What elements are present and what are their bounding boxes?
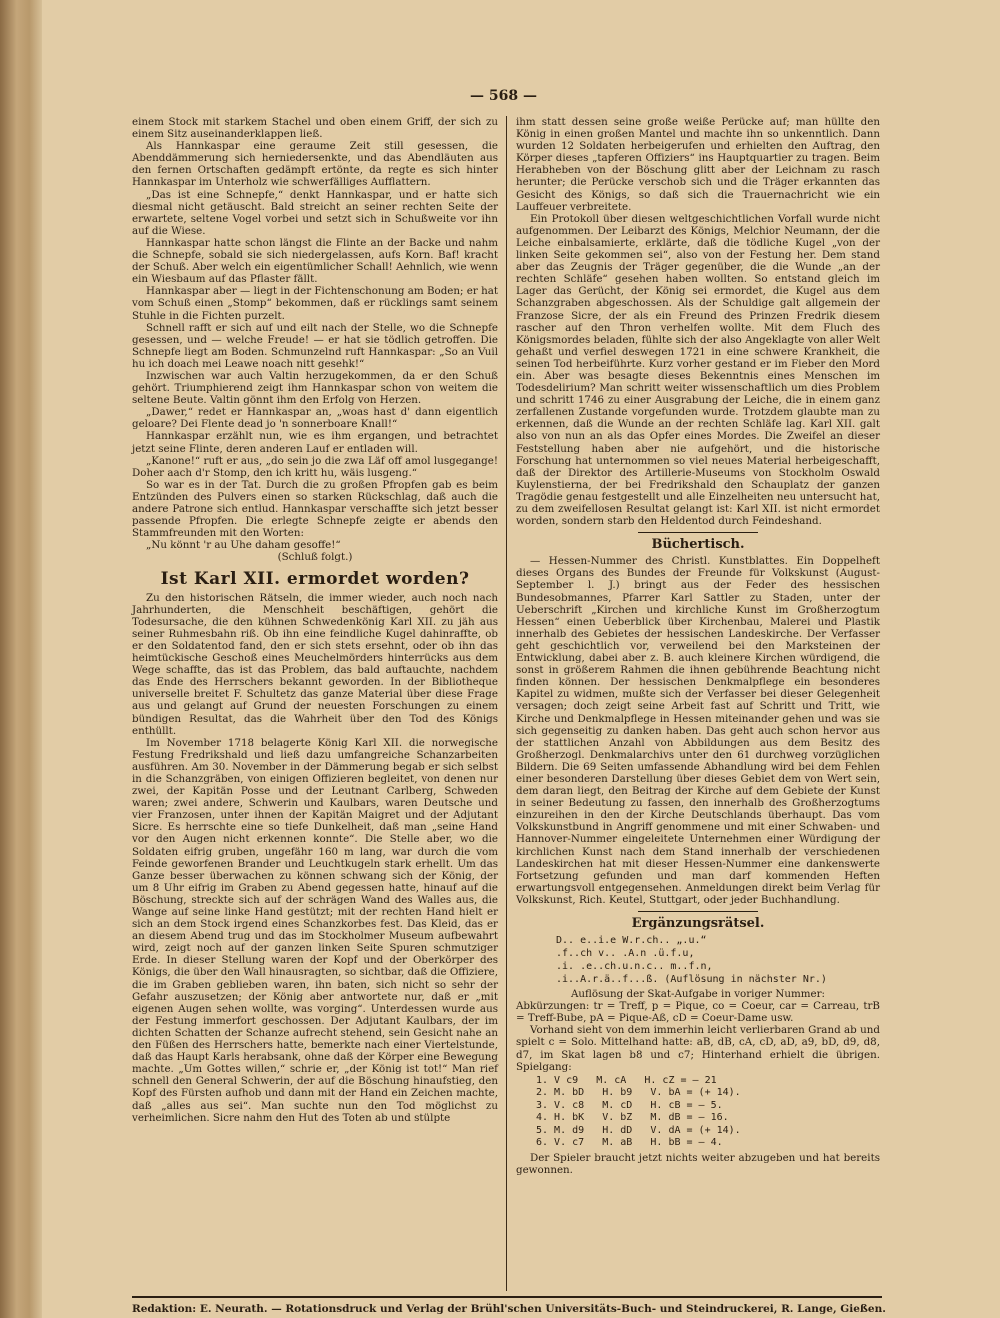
story-quote: „Nu könnt 'r au Uhe daham gesoffe!“ xyxy=(146,539,341,552)
section-divider xyxy=(638,532,758,533)
books-heading: Büchertisch. xyxy=(651,537,745,553)
page-number: — 568 — xyxy=(470,88,537,104)
solution-paragraph: Vorhand sieht von dem immerhin leicht verlierbaren Grand ab und spielt c = Solo. Mittelhand hatte: aB, dB, cA, cD, aD, a9, bD, d9, d8, d7, im Skat lagen b8 und c7; Hinterhand erhielt die übrigen. Spielgang: xyxy=(516,1024,880,1073)
story-paragraph: Hannkaspar hatte schon längst die Flinte an der Backe und nahm die Schnepfe, sobald sie sich niedergelassen, aufs Korn. Baf! kracht der Schuß. Aber welch ein eigentümlicher Schall! Aehnlich, wie wenn ein Wiesbaum auf das Pflaster fällt. xyxy=(132,236,498,286)
section-divider xyxy=(638,911,758,912)
book-spine-edge xyxy=(0,0,42,1318)
story-paragraph: „Kanone!“ ruft er aus, „do sein jo die zwa Läf off amol lusgegange! Doher aach d'r Stomp, den ich kritt hu, wäis lusgeng.“ xyxy=(132,454,498,479)
column-rule xyxy=(506,116,507,1291)
story-paragraph: Schnell rafft er sich auf und eilt nach der Stelle, wo die Schnepfe gesessen, und — welche Freude! — er hat sie tödlich getroffen. Die Schnepfe liegt am Boden. Schmunzelnd ruft Hannkaspar: „So an Vuil hu ich doach mei Leawe noach nitt gesehk!“ xyxy=(132,321,498,370)
books-paragraph: — Hessen-Nummer des Christl. Kunstblattes. Ein Doppelheft dieses Organs des Bundes der Freunde für Volkskunst (August-September l. J.) bringt aus der Feder des hessischen Bundesobmannes, Pfarrer Karl Sattler zu Staden, unter der Ueberschrift „Kirchen und kirchliche Kunst im Großherzogtum Hessen“ einen Ueberblick über Kirchenbau, Malerei und Plastik innerhalb des Gebietes der hessischen Landeskirche. Der Verfasser geht geschichtlich vor, verweilend bei den Marksteinen der Entwicklung, dabei aber z. B. auch kleinere Kirchen würdigend, die sonst in größerem Rahmen die ihnen gebührende Beachtung nicht finden können. Der hessischen Denkmalpflege ein besonderes Kapitel zu widmen, mußte sich der Verfasser bei dieser Gelegenheit versagen; doch zeigt seine Arbeit fast auf Schritt und Tritt, wie Kirche und Denkmalpflege in Hessen miteinander gehen und was sie sich gegenseitig zu danken haben. Das geht auch schon hervor aus der stattlichen Anzahl von Abbildungen aus dem Besitz des Großherzogl. Denkmalarchivs unter den 61 durchweg vorzüglichen Bildern. Die 69 Seiten umfassende Abhandlung wird bei dem Fehlen einer besonderen Darstellung über dieses Gebiet dem von Wert sein, dem daran liegt, den Beitrag der Kirche auf dem Gebiete der Kunst in seiner Bedeutung zu fassen, den innerhalb des Großherzogtums einzureihen in den der Kirche Deutschlands überhaupt. Das vom Volkskunstbund in Angriff genommene und mit einer Schwaben- und Hannover-Nummer eingeleitete Unternehmen einer Würdigung der kirchlichen Kunst nach dem Stand innerhalb der verschiedenen Landeskirchen hat mit dieser Hessen-Nummer eine dankenswerte Fortsetzung gefunden und man darf kommenden Heften erwartungsvoll entgegensehen. Anmeldungen direkt beim Verlag für Volkskunst, Rich. Keutel, Stuttgart, oder jeder Buchhandlung. xyxy=(516,555,880,906)
puzzle-lines xyxy=(556,934,880,986)
solution-closing: Der Spieler braucht jetzt nichts weiter abzugeben und hat bereits gewonnen. xyxy=(516,1151,880,1176)
spielgang-row: 1. V c9 M. cA H. cZ = — 21 xyxy=(536,1074,717,1086)
spielgang-table xyxy=(536,1075,880,1150)
right-column xyxy=(516,116,880,1176)
article-paragraph: ihm statt dessen seine große weiße Perücke auf; man hüllte den König in einen großen Mantel und machte ihn so unkenntlich. Dann wurden 12 Soldaten herbeigerufen und erhielten den Auftrag, den Körper dieses „tapferen Offiziers“ ins Hauptquartier zu tragen. Beim Herabheben von der Böschung glitt aber der Leichnam zu rasch herunter; die Perücke verschob sich und die Träger erkannten das Gesicht des Königs, so daß sich die Trauernachricht wie ein Lauffeuer verbreitete. xyxy=(516,116,880,213)
spielgang-row: 6. V. c7 M. aB H. bB = — 4. xyxy=(536,1137,723,1149)
story-paragraph: Als Hannkaspar eine geraume Zeit still gesessen, die Abenddämmerung sich herniedersenkte, und das Abendläuten aus den fernen Ortschaften gedämpft ertönte, da regte es sich hinter Hannkaspar im Unterholz wie schwerfälliges Aufflattern. xyxy=(132,140,498,189)
spielgang-row: 2. M. bD H. b9 V. bA = (+ 14). xyxy=(536,1087,741,1099)
imprint-footer: Redaktion: E. Neurath. — Rotationsdruck und Verlag der Brühl'schen Universitäts-Buch- und Steindruckerei, R. Lange, Gießen. xyxy=(132,1303,886,1315)
story-paragraph: Hannkaspar erzählt nun, wie es ihm ergangen, und betrachtet jetzt seine Flinte, deren anderen Lauf er entladen will. xyxy=(132,430,498,455)
solution-paragraph: Abkürzungen: tr = Treff, p = Pique, co = Coeur, car = Carreau, trB = Treff-Bube, pA = Pique-Aß, cD = Coeur-Dame usw. xyxy=(516,1000,880,1025)
story-paragraph: „Das ist eine Schnepfe,“ denkt Hannkaspar, und er hatte sich diesmal nicht getäuscht. Bald streicht an seiner rechten Seite der erwartete, seltene Vogel vorbei und setzt sich in Schußweite vor ihn auf die Wiese. xyxy=(132,188,498,237)
story-paragraph: einem Stock mit starkem Stachel und oben einem Griff, der sich zu einem Sitz auseinanderklappen ließ. xyxy=(132,116,498,141)
spielgang-row: 3. V. c8 M. cD H. cB = — 5. xyxy=(536,1099,723,1111)
story-paragraph: „Dawer,“ redet er Hannkaspar an, „woas hast d' dann eigentlich geloare? Dei Flente dead jo 'n sonnerboare Knall!“ xyxy=(132,406,498,431)
continued-note: (Schluß folgt.) xyxy=(277,551,353,564)
spielgang-row: 5. M. d9 H. dD V. dA = (+ 14). xyxy=(536,1124,741,1136)
story-paragraph: So war es in der Tat. Durch die zu großen Pfropfen gab es beim Entzünden des Pulvers einen so starken Rückschlag, daß auch die andere Patrone sich entlud. Hannkaspar verschaffte sich jetzt besser passende Pfropfen. Die erlegte Schnepfe zeigte er abends den Stammfreunden mit den Worten: xyxy=(132,478,498,540)
spielgang-row: 4. H. bK V. bZ M. dB = — 16. xyxy=(536,1112,729,1124)
story-paragraph: Inzwischen war auch Valtin herzugekommen, da er den Schuß gehört. Triumphierend zeigt ihm Hannkaspar schon von weitem die seltene Beute. Valtin gönnt ihm den Erfolg von Herzen. xyxy=(132,369,498,407)
puzzle-line: .i..A.r.ä..f...ß. (Auflösung in nächster Nr.) xyxy=(556,974,827,986)
article-title: Ist Karl XII. ermordet worden? xyxy=(160,569,470,590)
article-paragraph: Im November 1718 belagerte König Karl XII. die norwegische Festung Fredrikshald und ließ dazu umfangreiche Schanzarbeiten ausführen. Am 30. November in der Dämmerung begab er sich selbst in die Schanzgräben, von einigen Offizieren begleitet, von denen nur zwei, der Kapitän Posse und der Leutnant Carlberg, Schweden waren; zwei andere, Schwerin und Kaulbars, waren Deutsche und vier Franzosen, unter ihnen der Kapitän Maigret und der Adjutant Sicre. Es herrschte eine so tiefe Dunkelheit, daß man „seine Hand vor den Augen nicht erkennen konnte“. Die Stelle aber, wo die Soldaten eifrig gruben, ungefähr 160 m lang, war durch die vom Feinde geworfenen Brander und Leuchtkugeln stark erhellt. Um das Ganze besser überwachen zu können schwang sich der König, der um 8 Uhr eifrig im Graben zu Abend gegessen hatte, hinauf auf die Böschung, streckte sich auf der schrägen Wand des Walles aus, die Wange auf seine linke Hand gestützt; mit der rechten Hand hielt er sich an dem Stock irgend eines Schanzkorbes fest. Das Kleid, das er an diesem Abend trug und das im Stockholmer Museum aufbewahrt wird, zeigt noch auf der ganzen linken Seite Spuren schmutziger Erde. In dieser Stellung waren der Kopf und der Oberkörper des Königs, die über den Wall hinausragten, so sichtbar, daß die Offiziere, die im Graben geblieben waren, ihn baten, sich nicht so sehr der Gefahr auszusetzen; der König aber antwortete nur, daß er „mit eigenen Augen sehen wollte, was vorging“. Unterdessen wurde aus der Festung immerfort geschossen. Der Adjutant Kaulbars, der im dichten Schatten der Schanze aufrecht stehend, sein Gesicht nahe an den Füßen des Herrschers hatte, bemerkte nach einer Viertelstunde, daß das Haupt Karls herabsank, ohne daß der Körper eine Bewegung machte. „Um Gottes willen,“ schrie er, „der König ist tot!“ Man rief schnell den General Schwerin, der auf die Böschung hinaufstieg, den Kopf des Fürsten aufhob und dann mit der Hand ein Zeichen machte, daß „alles aus sei“. Man suchte nun den Tod möglichst zu verheimlichen. Sicre nahm den Hut des Toten ab und stülpte xyxy=(132,736,498,1124)
puzzle-heading: Ergänzungsrätsel. xyxy=(631,916,765,931)
puzzle-line: .i. .e..ch.u.n.c.. m..f.n, xyxy=(556,961,713,973)
story-paragraph: Hannkaspar aber — liegt in der Fichtenschonung am Boden; er hat vom Schuß einen „Stomp“ bekommen, daß er rücklings samt seinem Stuhle in die Fichten purzelt. xyxy=(132,285,498,322)
footer-rule xyxy=(132,1296,882,1298)
article-paragraph: Ein Protokoll über diesen weltgeschichtlichen Vorfall wurde nicht aufgenommen. Der Leibarzt des Königs, Melchior Neumann, der die Leiche einbalsamierte, erklärte, daß die tödliche Kugel „von der linken Seite gekommen sei“, also von der Festung her. Dem stand aber das Zeugnis der Träger gegenüber, die die Wunde „an der rechten Schläfe“ gesehen haben wollten. So entstand gleich im Lager das Gerücht, der König sei ermordet, die Kugel aus dem Schanzgraben abgeschossen. Als der Schuldige galt allgemein der Franzose Sicre, der als ein Freund des Prinzen Fredrik diesem rascher auf den Thron verhelfen wollte. Mit dem Fluch des Königsmordes beladen, fühlte sich der also Angeklagte von aller Welt gehaßt und verfiel deswegen 1721 in eine schwere Krankheit, die seinen Tod herbeiführte. Kurz vorher gestand er im Fieber den Mord ein. Aber was besagte dieses Bekenntnis eines Menschen im Todesdelirium? Man schritt weiter wissenschaftlich um dies Problem und schritt 1746 zu einer Ausgrabung der Leiche, die in einem ganz zerfallenen Zustande vorgefunden wurde. Trotzdem glaubte man zu erkennen, daß die Wunde an der rechten Schläfe lag. Karl XII. galt also von nun an als das Opfer eines Mordes. Die Zweifel an dieser Feststellung haben aber nie aufgehört, und die historische Forschung hat unternommen so viel neues Material herbeigeschafft, daß der Direktor des Artillerie-Museums von Stockholm Oswald Kuylenstierna, der bei Fredrikshald den Schauplatz der ganzen Tragödie genau festgestellt und alle Einzelheiten neu untersucht hat, zu dem zweifellosen Resultat gelangt ist: Karl XII. ist nicht ermordet worden, sondern starb den Heldentod durch Feindeshand. xyxy=(516,212,880,528)
puzzle-line: D.. e..i.e W.r.ch.. „.u.“ xyxy=(556,935,707,947)
solution-heading: Auflösung der Skat-Aufgabe in voriger Nummer: xyxy=(570,988,825,1001)
left-column xyxy=(132,116,498,1124)
puzzle-line: .f..ch v.. .A.n .ü.f.u, xyxy=(556,948,695,960)
article-paragraph: Zu den historischen Rätseln, die immer wieder, auch noch nach Jahrhunderten, die Menschheit beschäftigen, gehört die Todesursache, die den kühnen Schwedenkönig Karl XII. zu jäh aus seiner Ruhmesbahn riß. Ob ihn eine feindliche Kugel dahinraffte, ob er den Soldatentod fand, den er sich stets ersehnt, oder ob ihn das heimtückische Geschoß eines Meuchelmörders hinterrücks aus dem Wege schaffte, das ist das Problem, das bald auftauchte, nachdem das Ende des Herrschers bekannt geworden. In der Bibliotheque universelle breitet F. Schultetz das ganze Material über diese Frage aus und gelangt auf Grund der neuesten Forschungen zu einem bündigen Resultat, das die Wahrheit über den Tod des Königs enthüllt. xyxy=(132,591,498,737)
